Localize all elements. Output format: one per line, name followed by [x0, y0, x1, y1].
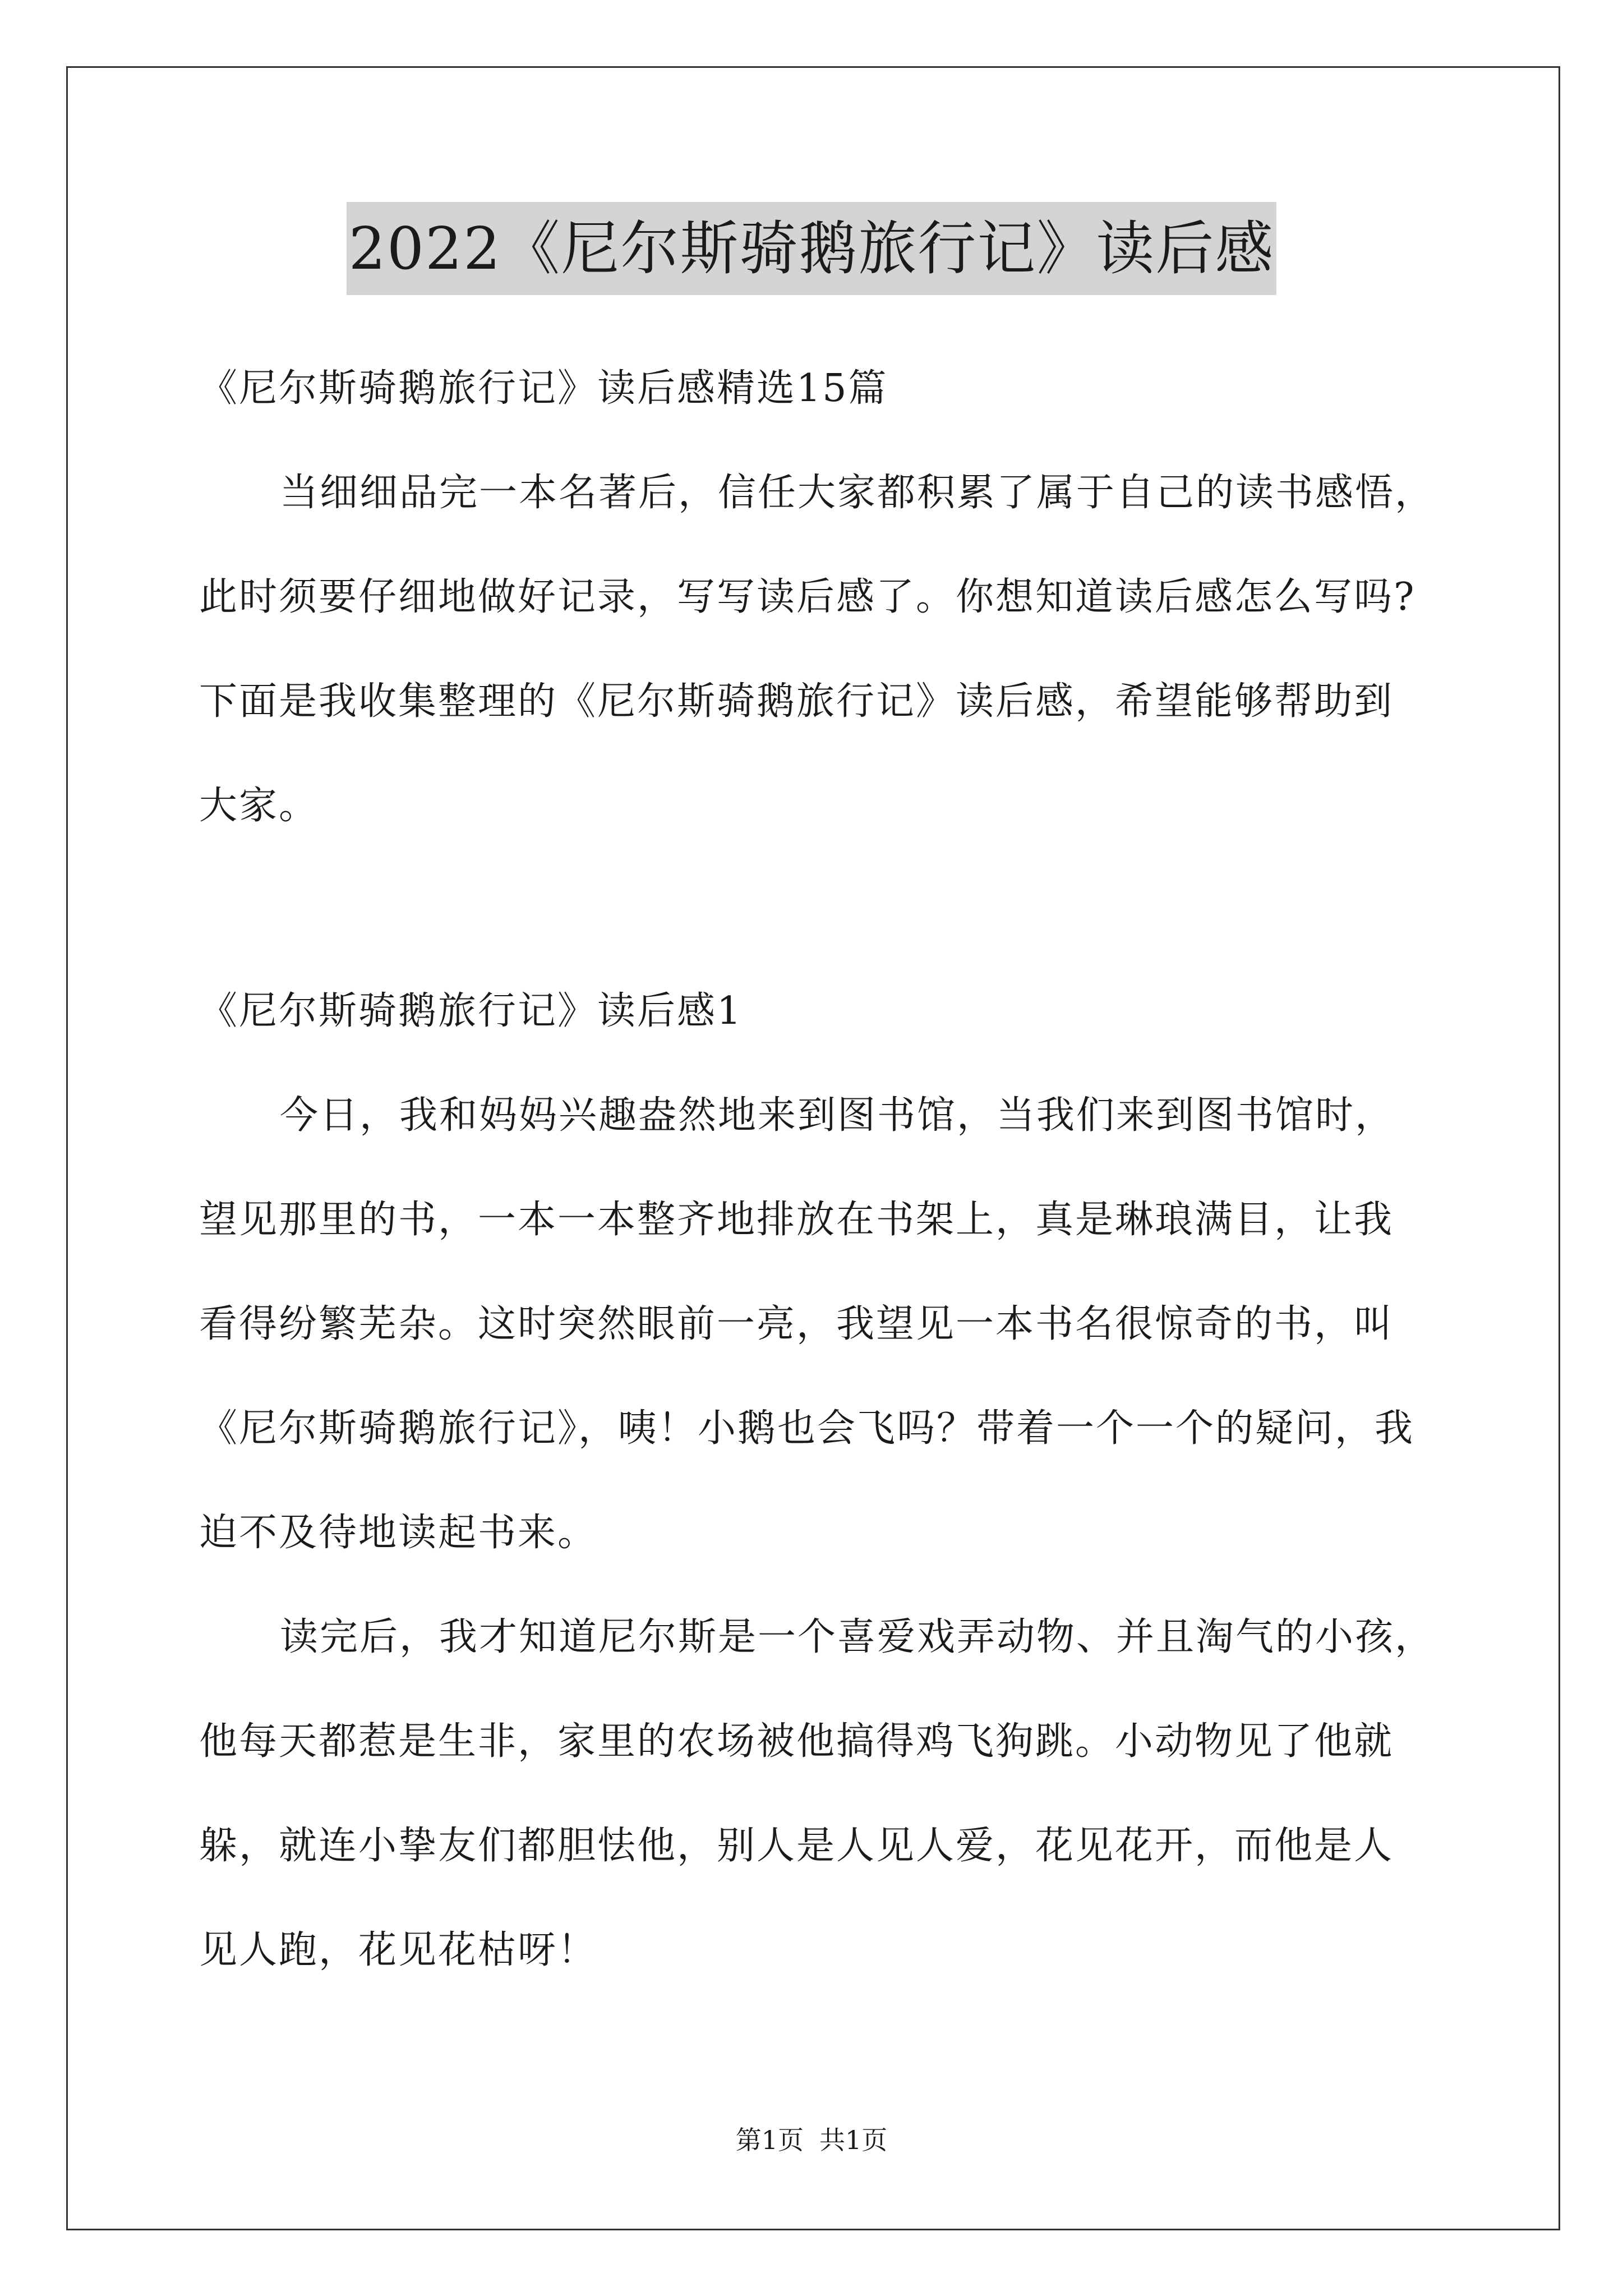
document-body: [199, 337, 1472, 2003]
paragraph-line: 看得纷繁芜杂。这时突然眼前一亮，我望见一本书名很惊奇的书，叫: [199, 1302, 1394, 1346]
paragraph-line: 躲，就连小挚友们都胆怯他，别人是人见人爱，花见花开，而他是人: [199, 1824, 1394, 1868]
page-total: 共1页: [819, 2125, 888, 2155]
paragraph-line: 见人跑，花见花枯呀！: [199, 1928, 598, 1972]
page-footer: [0, 2123, 1623, 2157]
paragraph-line: 他每天都惹是生非，家里的农场被他搞得鸡飞狗跳。小动物见了他就: [199, 1719, 1394, 1764]
intro-line: 当细细品完一本名著后，信任大家都积累了属于自己的读书感悟，: [280, 471, 1435, 515]
section-spacer: [199, 858, 1472, 959]
intro-line: 下面是我收集整理的《尼尔斯骑鹅旅行记》读后感，希望能够帮助到: [199, 679, 1394, 724]
title-container: [0, 202, 1623, 295]
paragraph-line: 《尼尔斯骑鹅旅行记》，咦！小鹅也会飞吗？带着一个一个的疑问，我: [199, 1406, 1415, 1451]
paragraph-line: 迫不及待地读起书来。: [199, 1511, 598, 1555]
intro-line: 大家。: [199, 784, 319, 828]
document-title: 2022《尼尔斯骑鹅旅行记》读后感: [347, 202, 1277, 295]
section-heading: 《尼尔斯骑鹅旅行记》读后感1: [199, 989, 743, 1033]
paragraph-line: 今日，我和妈妈兴趣盎然地来到图书馆，当我们来到图书馆时，: [280, 1093, 1395, 1138]
page-number: 第1页: [735, 2125, 804, 2155]
intro-paragraph: [199, 441, 1472, 858]
intro-line: 此时须要仔细地做好记录，写写读后感了。你想知道读后感怎么写吗?: [199, 575, 1416, 619]
body-paragraph-1: [199, 1064, 1472, 1585]
paragraph-line: 望见那里的书，一本一本整齐地排放在书架上，真是琳琅满目，让我: [199, 1198, 1394, 1242]
document-subtitle: 《尼尔斯骑鹅旅行记》读后感精选15篇: [199, 366, 888, 411]
paragraph-line: 读完后，我才知道尼尔斯是一个喜爱戏弄动物、并且淘气的小孩，: [280, 1615, 1435, 1659]
body-paragraph-2: [199, 1585, 1472, 2003]
